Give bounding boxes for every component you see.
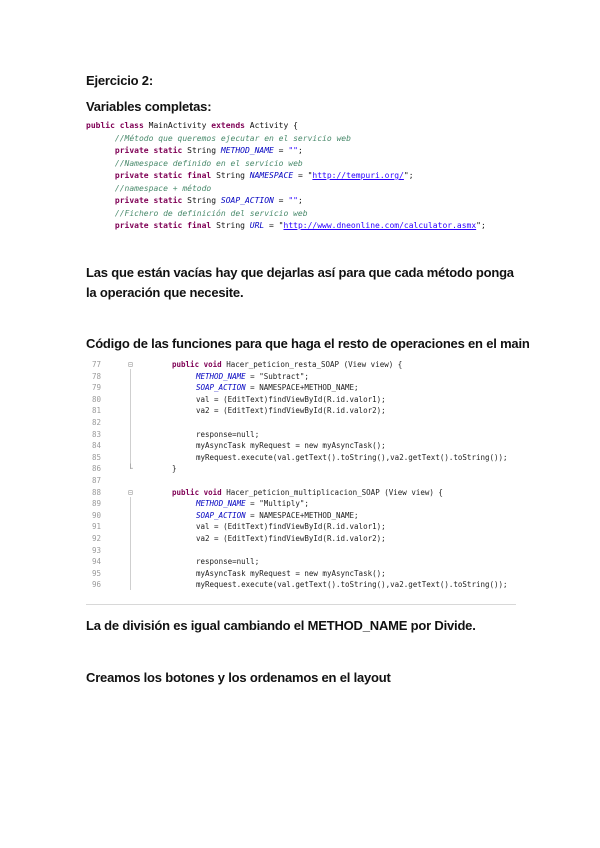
field-name: SOAP_ACTION	[196, 510, 246, 520]
code-fragment: Hacer_peticion_multiplicacion_SOAP (View view) {	[226, 487, 443, 497]
namespace-url[interactable]: http://tempuri.org/	[312, 171, 404, 180]
code-fragment: val = (EditText)findViewById(R.id.valor1);	[196, 394, 386, 404]
field-name: SOAP_ACTION	[220, 196, 274, 205]
code-line	[86, 195, 526, 208]
line-number: 82	[92, 418, 102, 427]
code-line	[86, 522, 516, 534]
code-fragment: response=null;	[196, 557, 260, 567]
code-text	[172, 360, 402, 369]
code-text	[196, 534, 386, 543]
code-text	[196, 383, 359, 392]
type: String	[187, 146, 221, 155]
code-line	[86, 208, 526, 221]
service-url[interactable]: http://www.dneonline.com/calculator.asmx	[283, 221, 477, 230]
code-fragment: myAsyncTask myRequest = new myAsyncTask();	[196, 441, 386, 451]
code-line	[86, 372, 516, 384]
variables-code-block	[86, 120, 526, 254]
keyword: public void	[172, 360, 227, 369]
code-line	[86, 569, 516, 581]
code-line	[86, 580, 516, 592]
code-fragment: myRequest.execute(val.getText().toString(),va2.getText().toString());	[196, 580, 508, 590]
buttons-heading: Creamos los botones y los ordenamos en el layout	[86, 670, 391, 685]
field-name: METHOD_NAME	[220, 146, 274, 155]
punctuation: ;	[297, 196, 303, 205]
type: String	[187, 196, 221, 205]
string-literal: ""	[288, 146, 298, 155]
keyword: private static final	[114, 221, 217, 230]
code-line	[86, 133, 526, 146]
line-number: 77	[92, 360, 102, 369]
code-text	[196, 511, 359, 520]
code-line	[86, 406, 516, 418]
code-fragment: va2 = (EditText)findViewById(R.id.valor2);	[196, 534, 386, 543]
code-fragment: Hacer_peticion_resta_SOAP (View view) {	[226, 360, 403, 369]
line-number: 80	[92, 394, 102, 404]
code-line	[86, 158, 526, 171]
code-text	[172, 464, 177, 473]
line-number: 92	[92, 534, 102, 543]
code-text	[196, 406, 386, 415]
line-number: 78	[92, 371, 102, 381]
code-line	[86, 464, 516, 476]
code-fragment: }	[172, 464, 177, 474]
code-line	[86, 360, 516, 372]
code-fragment: = "Multiply";	[245, 499, 309, 509]
line-number: 93	[92, 545, 102, 555]
code-text	[196, 441, 386, 450]
code-line	[86, 220, 526, 233]
code-fragment: = NAMESPACE+METHOD_NAME;	[245, 510, 359, 520]
code-line	[86, 557, 516, 569]
field-name: METHOD_NAME	[196, 371, 246, 381]
code-text	[196, 499, 309, 508]
code-text	[196, 557, 259, 566]
code-text	[196, 569, 386, 578]
code-fragment: myAsyncTask myRequest = new myAsyncTask();	[196, 568, 386, 578]
code-line	[86, 511, 516, 523]
punctuation: ";	[476, 221, 486, 230]
field-name: URL	[249, 221, 265, 230]
code-fragment: val = (EditText)findViewById(R.id.valor1);	[196, 522, 386, 532]
code-fragment: va2 = (EditText)findViewById(R.id.valor2);	[196, 406, 386, 416]
line-number: 88	[92, 487, 102, 497]
fold-marker[interactable]: ⊟	[128, 360, 133, 369]
keyword: private static	[114, 196, 188, 205]
functions-code-block	[86, 356, 516, 605]
class-name: Activity {	[249, 121, 298, 130]
code-line	[86, 546, 516, 558]
type: String	[216, 171, 250, 180]
punctuation: ";	[403, 171, 414, 180]
fold-marker[interactable]: └	[128, 464, 133, 474]
comment: //Método que queremos ejecutar en el servicio web	[114, 133, 351, 143]
code-line	[86, 170, 526, 183]
operator: = "	[264, 221, 284, 230]
comment: //namespace + método	[114, 183, 212, 193]
type: String	[216, 221, 250, 230]
code-line	[86, 395, 516, 407]
keyword: extends	[211, 121, 250, 130]
line-number: 87	[92, 476, 102, 485]
field-name: SOAP_ACTION	[196, 383, 246, 393]
code-fragment: myRequest.execute(val.getText().toString(),va2.getText().toString());	[196, 452, 508, 462]
code-line	[86, 430, 516, 442]
keyword: public class	[86, 121, 149, 130]
code-fragment: = NAMESPACE+METHOD_NAME;	[245, 383, 359, 393]
variables-heading: Variables completas:	[86, 99, 212, 114]
line-number: 85	[92, 452, 102, 462]
line-number: 95	[92, 568, 102, 578]
string-literal: ""	[288, 196, 298, 205]
code-line	[86, 453, 516, 465]
fold-marker[interactable]: ⊟	[128, 487, 133, 497]
functions-heading: Código de las funciones para que haga el resto de operaciones en el main	[86, 336, 530, 351]
comment: //Fichero de definición del servicio web	[114, 208, 308, 218]
code-fragment: = "Subtract";	[245, 371, 309, 381]
code-line	[86, 120, 526, 133]
line-number: 84	[92, 441, 102, 451]
field-name: NAMESPACE	[249, 171, 294, 180]
line-number: 90	[92, 510, 102, 520]
code-line	[86, 418, 516, 430]
class-name: MainActivity	[148, 121, 212, 130]
keyword: public void	[172, 487, 227, 497]
code-line	[86, 183, 526, 196]
operator: =	[273, 146, 289, 155]
punctuation: ;	[297, 146, 303, 155]
code-fragment: response=null;	[196, 429, 260, 439]
line-number: 83	[92, 429, 102, 439]
line-number: 94	[92, 557, 102, 567]
empty-variables-note: Las que están vacías hay que dejarlas así para que cada método ponga la operación que necesite.	[86, 265, 514, 300]
code-text	[172, 488, 443, 497]
comment: //Namespace definido en el servicio web	[114, 158, 303, 168]
line-number: 91	[92, 522, 102, 532]
code-text	[196, 580, 508, 589]
exercise-heading: Ejercicio 2:	[86, 73, 153, 88]
division-note: La de división es igual cambiando el METHOD_NAME por Divide.	[86, 618, 476, 633]
line-number: 86	[92, 464, 102, 474]
code-line	[86, 145, 526, 158]
code-text	[196, 372, 309, 381]
operator: =	[273, 196, 289, 205]
line-number: 89	[92, 499, 102, 509]
code-text	[196, 430, 259, 439]
keyword: private static final	[114, 171, 217, 180]
code-line	[86, 441, 516, 453]
code-line	[86, 499, 516, 511]
code-text	[196, 522, 386, 531]
line-number: 96	[92, 580, 102, 590]
code-text	[196, 395, 386, 404]
operator: = "	[293, 171, 313, 180]
code-line	[86, 534, 516, 546]
code-line	[86, 476, 516, 488]
field-name: METHOD_NAME	[196, 499, 246, 509]
line-number: 81	[92, 406, 102, 416]
line-number: 79	[92, 383, 102, 393]
code-line	[86, 383, 516, 395]
code-line	[86, 488, 516, 500]
keyword: private static	[114, 146, 188, 155]
code-text	[196, 453, 508, 462]
